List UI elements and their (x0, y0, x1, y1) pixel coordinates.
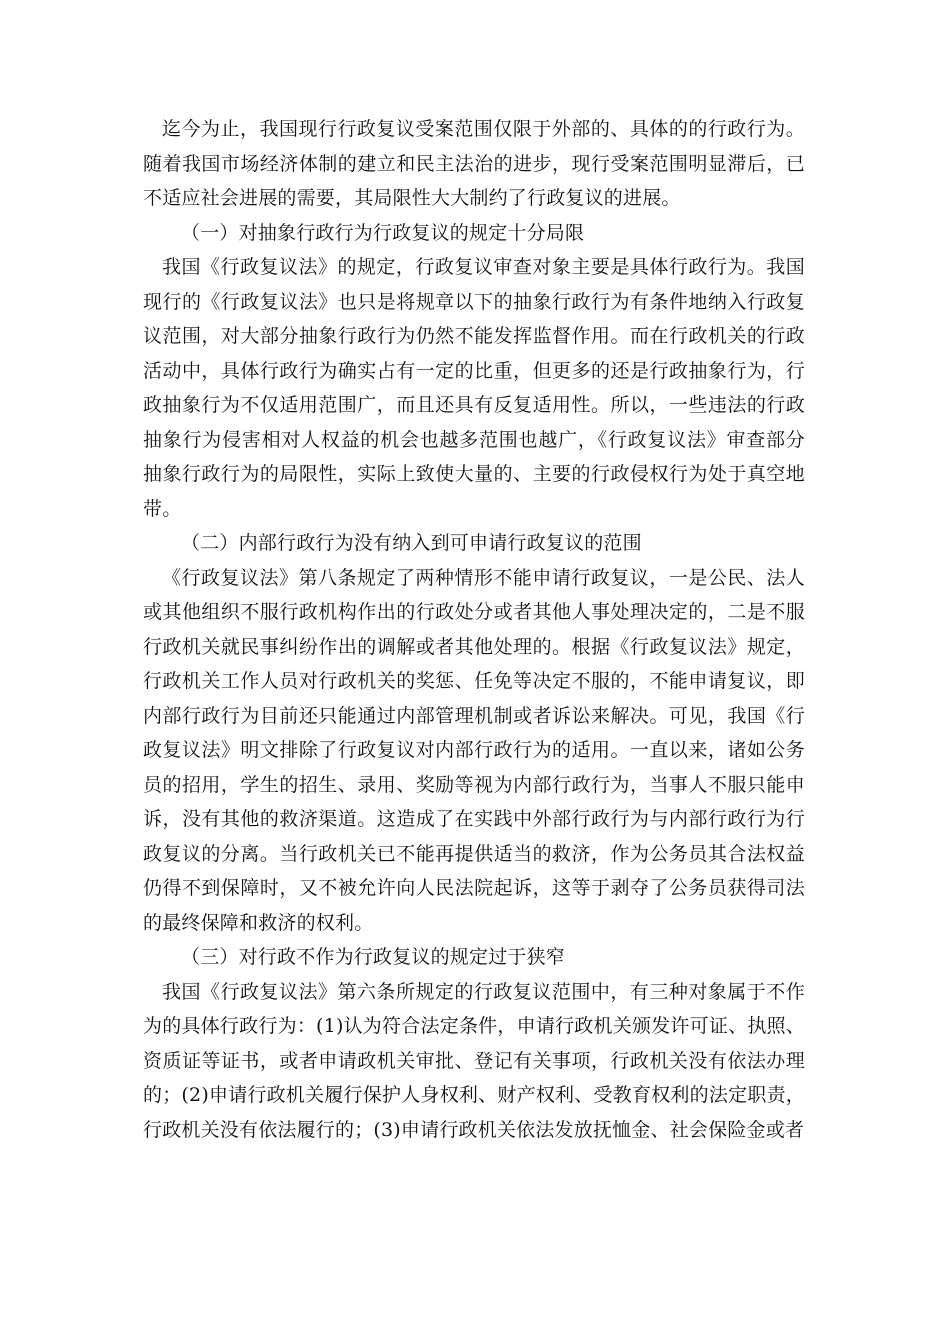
section-heading-1: （一）对抽象行政行为行政复议的规定十分局限 (181, 221, 585, 244)
paragraph-section-3: 我国《行政复议法》第六条所规定的行政复议范围中，有三种对象属于不作为的具体行政行为：(1)认为符合法定条件，申请行政机关颁发许可证、执照、资质证等证书，或者申请政机关审批、登记有关事项，行政机关没有依法办理的；(2)申请行政机关履行保护人身权利、财产权利、受教育权利的法定职责，行政机关没有依法履行的；(3)申请行政机关依法发放抚恤金、社会保险金或者 (143, 980, 805, 1141)
paragraph-intro: 迄今为止，我国现行行政复议受案范围仅限于外部的、具体的的行政行为。随着我国市场经济体制的建立和民主法治的进步，现行受案范围明显滞后，已不适应社会进展的需要，其局限性大大制约了行政复议的进展。 (143, 118, 805, 209)
document-body (143, 112, 805, 1147)
section-heading-2: （二）内部行政行为没有纳入到可申请行政复议的范围 (181, 532, 642, 554)
section-heading-3: （三）对行政不作为行政复议的规定过于狭窄 (181, 946, 566, 968)
paragraph-section-1: 我国《行政复议法》的规定，行政复议审查对象主要是具体行政行为。我国现行的《行政复议法》也只是将规章以下的抽象行政行为有条件地纳入行政复议范围，对大部分抽象行政行为仍然不能发挥监督作用。而在行政机关的行政活动中，具体行政行为确实占有一定的比重，但更多的还是行政抽象行为，行政抽象行为不仅适用范围广，而且还具有反复适用性。所以，一些违法的行政抽象行为侵害相对人权益的机会也越多范围也越广，《行政复议法》审查部分抽象行政行为的局限性，实际上致使大量的、主要的行政侵权行为处于真空地带。 (143, 256, 805, 520)
paragraph-section-2: 《行政复议法》第八条规定了两种情形不能申请行政复议，一是公民、法人或其他组织不服行政机构作出的行政处分或者其他人事处理决定的，二是不服行政机关就民事纠纷作出的调解或者其他处理的。根据《行政复议法》规定，行政机关工作人员对行政机关的奖惩、任免等决定不服的，不能申请复议，即内部行政行为目前还只能通过内部管理机制或者诉讼来解决。可见，我国《行政复议法》明文排除了行政复议对内部行政行为的适用。一直以来，诸如公务员的招用，学生的招生、录用、奖励等视为内部行政行为，当事人不服只能申诉，没有其他的救济渠道。这造成了在实践中外部行政行为与内部行政行为行政复议的分离。当行政机关已不能再提供适当的救济，作为公务员其合法权益仍得不到保障时，又不被允许向人民法院起诉，这等于剥夺了公务员获得司法的最终保障和救济的权利。 (143, 566, 805, 934)
